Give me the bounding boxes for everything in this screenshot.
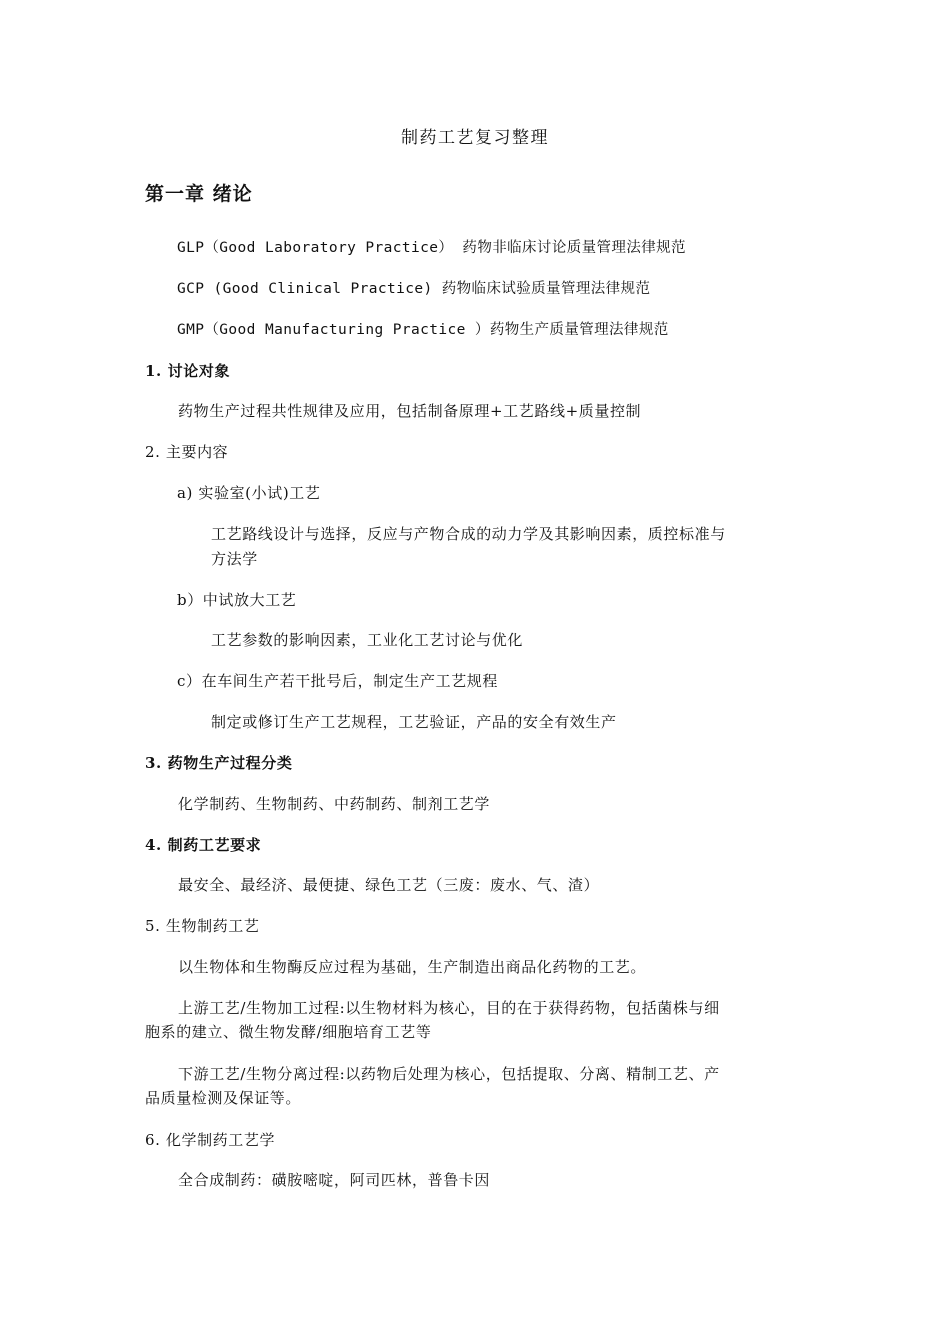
section-2-item-a-label: a) 实验室(小试)工艺 (177, 484, 321, 502)
section-1-heading: 1. 讨论对象 (145, 362, 231, 380)
section-5-paragraph-2-line-1: 上游工艺/生物加工过程:以生物材料为核心，目的在于获得药物，包括菌株与细 (178, 999, 720, 1017)
section-2-item-b-body: 工艺参数的影响因素，工业化工艺讨论与优化 (211, 631, 524, 649)
gcp-line: GCP (Good Clinical Practice) 药物临床试验质量管理法律规范 (177, 281, 651, 297)
section-5-paragraph-1: 以生物体和生物酶反应过程为基础，生产制造出商品化药物的工艺。 (178, 958, 647, 976)
section-5-paragraph-3-line-2: 品质量检测及保证等。 (145, 1089, 302, 1107)
section-6-heading: 6. 化学制药工艺学 (145, 1131, 276, 1149)
section-2-item-c-body: 制定或修订生产工艺规程，工艺验证，产品的安全有效生产 (211, 713, 617, 731)
section-4-body: 最安全、最经济、最便捷、绿色工艺（三废：废水、气、渣） (178, 876, 600, 894)
document-title: 制药工艺复习整理 (401, 128, 549, 148)
section-4-heading: 4. 制药工艺要求 (145, 836, 262, 854)
glp-line: GLP（Good Laboratory Practice） 药物非临床讨论质量管理法律规范 (177, 240, 686, 256)
section-3-body: 化学制药、生物制药、中药制药、制剂工艺学 (178, 795, 491, 813)
section-1-body: 药物生产过程共性规律及应用，包括制备原理+工艺路线+质量控制 (178, 402, 642, 420)
section-2-item-a-body-line-1: 工艺路线设计与选择，反应与产物合成的动力学及其影响因素，质控标准与 (211, 525, 726, 543)
section-6-body: 全合成制药：磺胺嘧啶，阿司匹林，普鲁卡因 (178, 1171, 491, 1189)
section-2-item-b-label: b）中试放大工艺 (177, 591, 297, 609)
gmp-line: GMP（Good Manufacturing Practice ）药物生产质量管理法律规范 (177, 322, 669, 338)
section-2-item-c-label: c）在车间生产若干批号后，制定生产工艺规程 (177, 672, 499, 690)
section-5-paragraph-2-line-2: 胞系的建立、微生物发酵/细胞培育工艺等 (145, 1023, 432, 1041)
section-5-heading: 5. 生物制药工艺 (145, 917, 260, 935)
section-2-heading: 2. 主要内容 (145, 443, 229, 461)
section-5-paragraph-3-line-1: 下游工艺/生物分离过程:以药物后处理为核心，包括提取、分离、精制工艺、产 (178, 1065, 720, 1083)
section-3-heading: 3. 药物生产过程分类 (145, 754, 293, 772)
section-2-item-a-body-line-2: 方法学 (211, 550, 258, 568)
chapter-heading: 第一章 绪论 (145, 183, 253, 205)
